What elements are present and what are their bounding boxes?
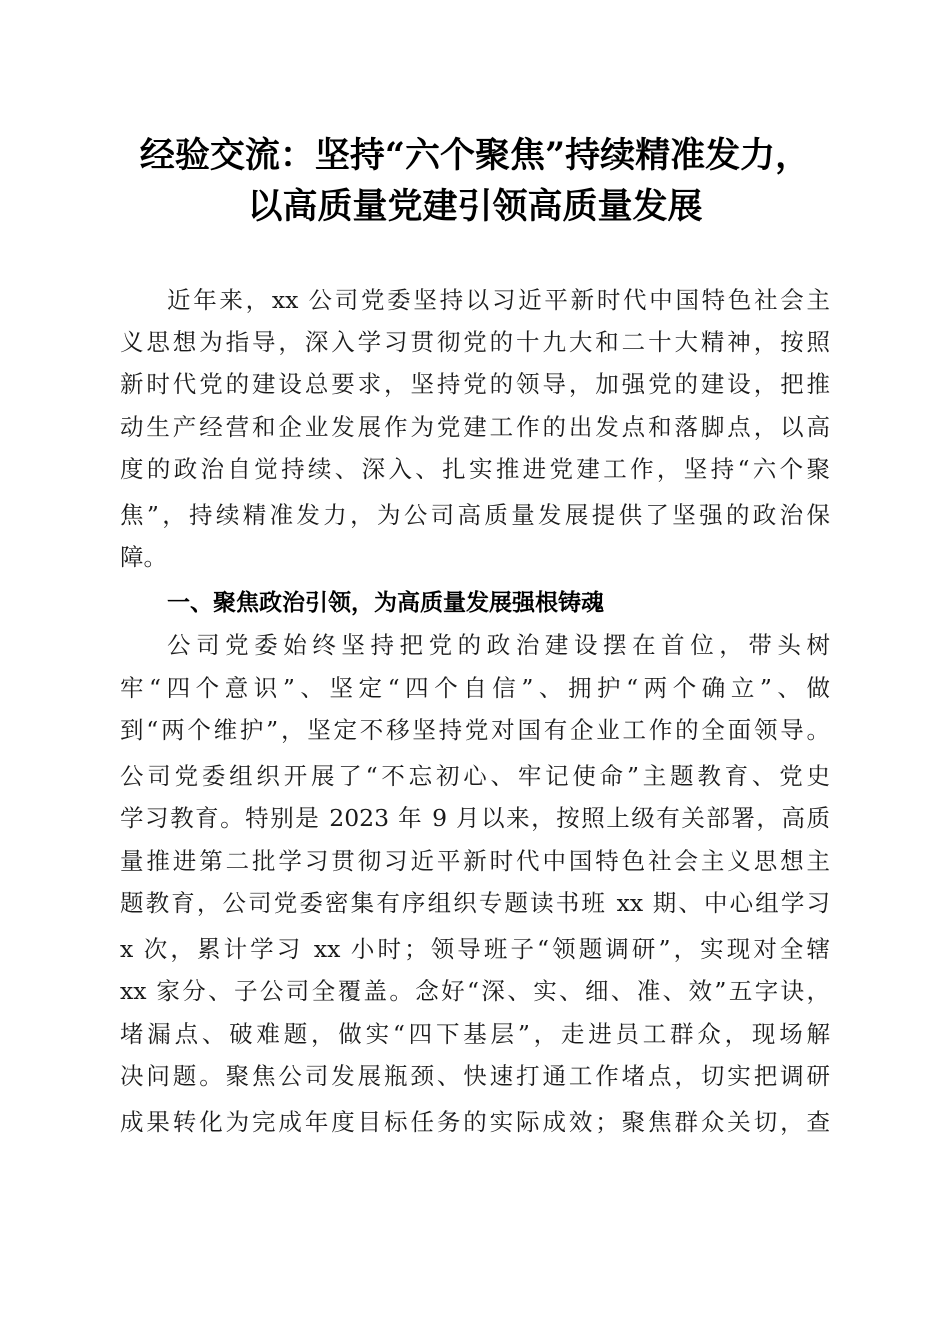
document-title-line-1: 经验交流：坚持“六个聚焦”持续精准发力， [139, 135, 811, 176]
section1-paragraph-line: 堵漏点、破难题，做实“四下基层”，走进员工群众，现场解 [120, 1020, 830, 1048]
section1-paragraph-line: 公司党委始终坚持把党的政治建设摆在首位，带头树 [167, 631, 830, 659]
section1-paragraph-line: 题教育，公司党委密集有序组织专题读书班 xx 期、中心组学习 [120, 889, 830, 917]
section1-paragraph-line: 公司党委组织开展了“不忘初心、牢记使命”主题教育、党史 [120, 762, 830, 790]
document-title-line-2: 以高质量党建引领高质量发展 [247, 186, 703, 227]
section1-paragraph-line: x 次，累计学习 xx 小时；领导班子“领题调研”，实现对全辖 [120, 935, 830, 963]
section1-paragraph-line: xx 家分、子公司全覆盖。念好“深、实、细、准、效”五字诀， [120, 977, 830, 1005]
section1-paragraph-line: 牢“四个意识”、坚定“四个自信”、拥护“两个确立”、做 [120, 674, 830, 702]
intro-paragraph-line: 障。 [120, 543, 167, 571]
section1-paragraph-line: 到“两个维护”，坚定不移坚持党对国有企业工作的全面领导。 [120, 716, 830, 744]
section1-paragraph-line: 成果转化为完成年度目标任务的实际成效；聚焦群众关切，查 [120, 1108, 830, 1136]
intro-paragraph-line: 度的政治自觉持续、深入、扎实推进党建工作，坚持“六个聚 [120, 455, 830, 483]
intro-paragraph-line: 新时代党的建设总要求，坚持党的领导，加强党的建设，把推 [120, 370, 830, 398]
intro-paragraph-line: 近年来，xx 公司党委坚持以习近平新时代中国特色社会主 [167, 286, 830, 314]
intro-paragraph-line: 义思想为指导，深入学习贯彻党的十九大和二十大精神，按照 [120, 328, 830, 356]
section-heading-1: 一、聚焦政治引领，为高质量发展强根铸魂 [167, 590, 604, 616]
section1-paragraph-line: 量推进第二批学习贯彻习近平新时代中国特色社会主义思想主 [120, 847, 830, 875]
intro-paragraph-line: 焦”，持续精准发力，为公司高质量发展提供了坚强的政治保 [120, 501, 830, 529]
section1-paragraph-line: 学习教育。特别是 2023 年 9 月以来，按照上级有关部署，高质 [120, 804, 830, 832]
intro-paragraph-line: 动生产经营和企业发展作为党建工作的出发点和落脚点，以高 [120, 413, 830, 441]
section1-paragraph-line: 决问题。聚焦公司发展瓶颈、快速打通工作堵点，切实把调研 [120, 1062, 830, 1090]
